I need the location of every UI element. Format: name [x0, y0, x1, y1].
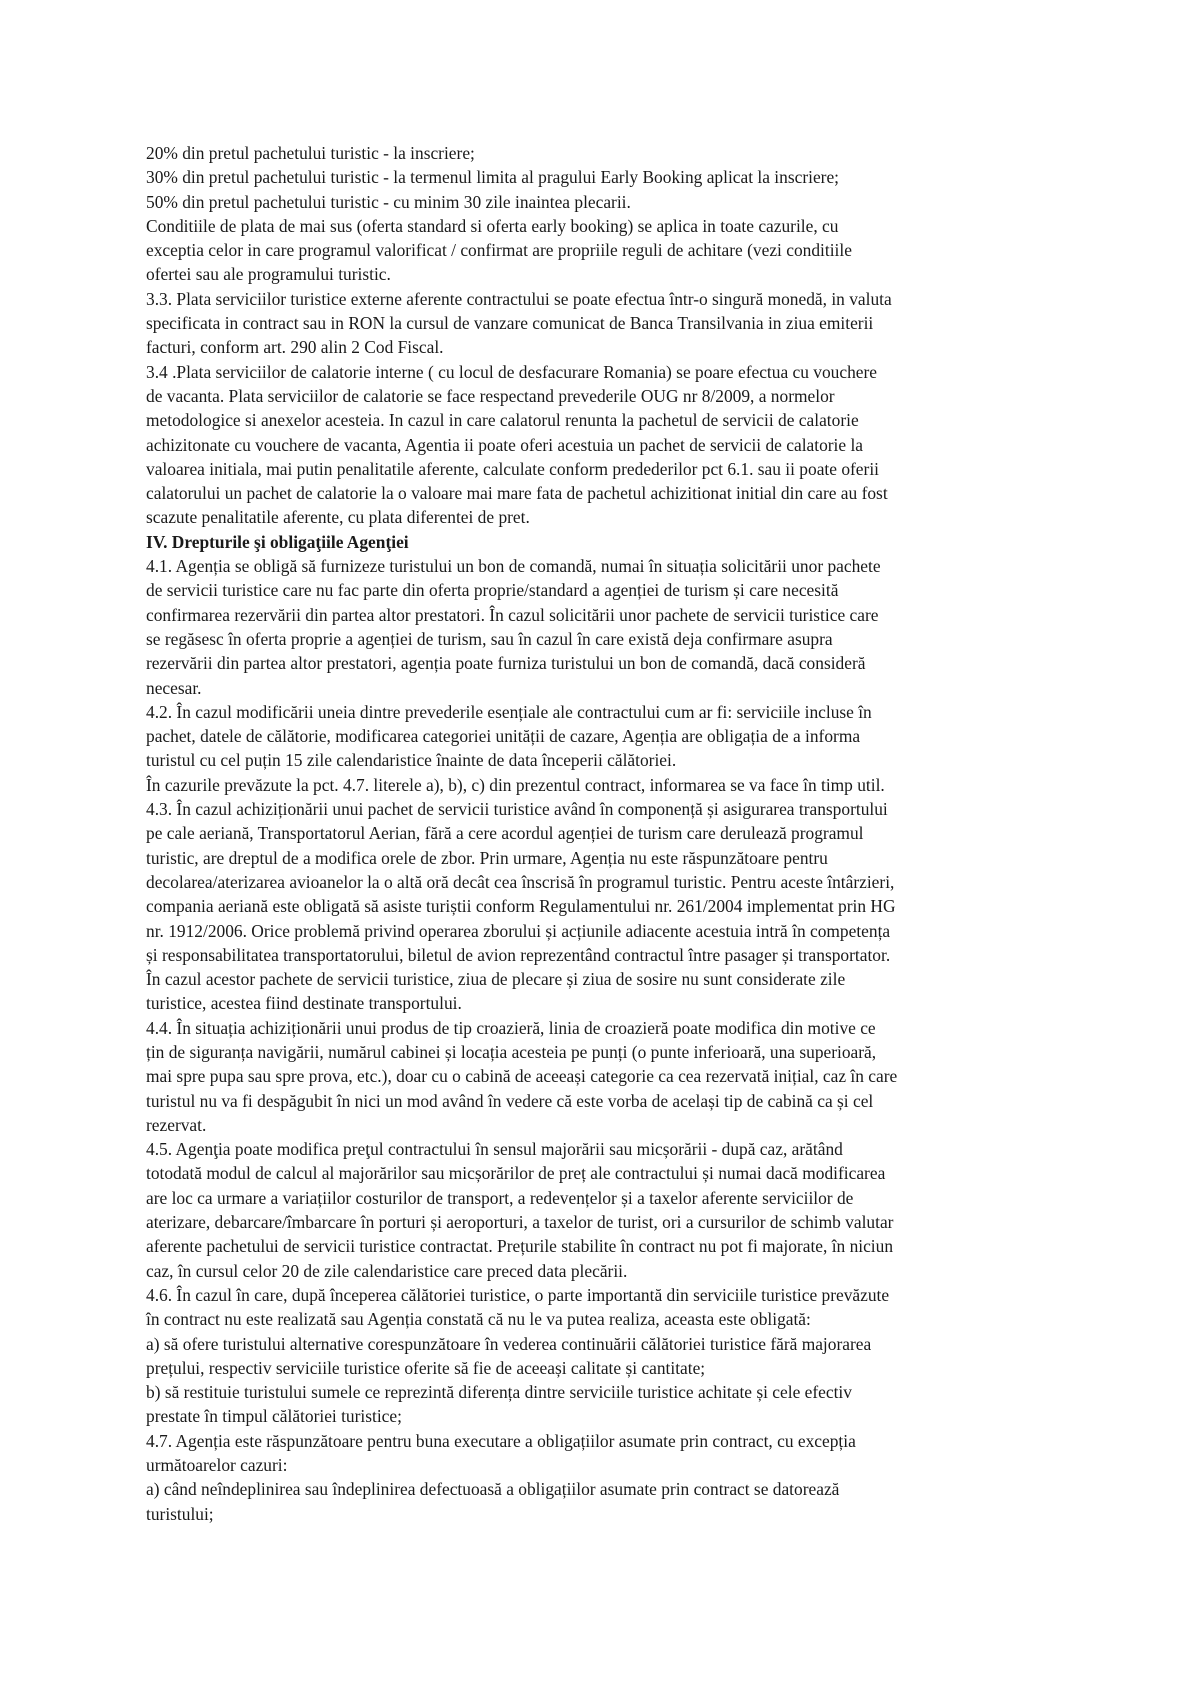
text-line: scazute penalitatile aferente, cu plata diferentei de pret. [146, 507, 530, 528]
text-line: metodologice si anexelor acesteia. In cazul in care calatorul renunta la pachetul de servicii de calatorie [146, 410, 859, 431]
text-line: b) să restituie turistului sumele ce reprezintă diferența dintre serviciile turistice achitate și cele efectiv [146, 1382, 852, 1403]
text-line: rezervat. [146, 1114, 207, 1135]
text-line: are loc ca urmare a variațiilor costurilor de transport, a redevențelor și a taxelor aferente serviciilor de [146, 1187, 854, 1208]
text-line: turistice, acestea fiind destinate transportului. [146, 993, 462, 1014]
text-line: turistul nu va fi despăgubit în nici un mod având în vedere că este vorba de același tip de cabină ca și cel [146, 1090, 874, 1111]
text-line: exceptia celor in care programul valorificat / confirmat are propriile reguli de achitare (vezi conditiile [146, 240, 852, 261]
text-line: caz, în cursul celor 20 de zile calendaristice care preced data plecării. [146, 1260, 628, 1281]
text-line: aterizare, debarcare/îmbarcare în porturi și aeroporturi, a taxelor de turist, ori a cursurilor de schimb valutar [146, 1212, 894, 1233]
text-line: 4.5. Agenţia poate modifica preţul contractului în sensul majorării sau micșorării - după caz, arătând [146, 1139, 843, 1160]
text-line: se regăsesc în oferta proprie a agenției de turism, sau în cazul în care există deja confirmare asupra [146, 628, 833, 649]
text-line: turistului; [146, 1503, 214, 1524]
text-line: decolarea/aterizarea avioanelor la o altă oră decât cea înscrisă în programul turistic. Pentru aceste întârzieri, [146, 871, 895, 892]
text-line: prestate în timpul călătoriei turistice; [146, 1406, 402, 1427]
text-line: În cazul acestor pachete de servicii turistice, ziua de plecare și ziua de sosire nu sunt considerate zile [146, 969, 846, 990]
text-line: a) să ofere turistului alternative corespunzătoare în vederea continuării călătoriei turistice fără majorarea [146, 1333, 872, 1354]
text-line: facturi, conform art. 290 alin 2 Cod Fiscal. [146, 337, 444, 358]
text-line: a) când neîndeplinirea sau îndeplinirea defectuoasă a obligațiilor asumate prin contract se datorează [146, 1479, 840, 1500]
text-line: mai spre pupa sau spre prova, etc.), doar cu o cabină de aceeași categorie ca cea rezervată inițial, caz în care [146, 1066, 898, 1087]
text-line: în contract nu este realizată sau Agenția constată că nu le va putea realiza, aceasta este obligată: [146, 1309, 811, 1330]
text-line: 4.1. Agenția se obligă să furnizeze turistului un bon de comandă, numai în situația solicitării unor pachete [146, 556, 881, 577]
text-line: necesar. [146, 677, 202, 698]
text-line: aferente pachetului de servicii turistice contractat. Prețurile stabilite în contract nu pot fi majorate, în niciun [146, 1236, 894, 1257]
text-line: achizitonate cu vouchere de vacanta, Agentia ii poate oferi acestuia un pachet de servicii de calatorie la [146, 434, 864, 455]
text-line: turistul cu cel puțin 15 zile calendaristice înainte de data începerii călătoriei. [146, 750, 677, 771]
text-line: 4.3. În cazul achiziționării unui pachet de servicii turistice având în componență și asigurarea transportului [146, 799, 888, 820]
text-line: prețului, respectiv serviciile turistice oferite să fie de aceeași calitate și cantitate; [146, 1357, 706, 1378]
document-page [146, 141, 1046, 1526]
text-line: compania aeriană este obligată să asiste turiștii conform Regulamentului nr. 261/2004 implementat prin HG [146, 896, 896, 917]
text-line: 30% din pretul pachetului turistic - la termenul limita al pragului Early Booking aplicat la inscriere; [146, 167, 840, 188]
text-line: 20% din pretul pachetului turistic - la inscriere; [146, 143, 475, 163]
text-line: pe cale aeriană, Transportatorul Aerian, fără a cere acordul agenției de turism care derulează programul [146, 823, 864, 844]
text-line: 50% din pretul pachetului turistic - cu minim 30 zile inaintea plecarii. [146, 191, 631, 212]
text-line: confirmarea rezervării din partea altor prestatori. În cazul solicitării unor pachete de servicii turistice care [146, 604, 879, 625]
text-line: specificata in contract sau in RON la cursul de vanzare comunicat de Banca Transilvania in ziua emiterii [146, 313, 874, 334]
text-line: nr. 1912/2006. Orice problemă privind operarea zborului și acțiunile adiacente acestuia intră în competența [146, 920, 891, 941]
text-line: de vacanta. Plata serviciilor de calatorie se face respectand prevederile OUG nr 8/2009, a normelor [146, 385, 835, 406]
text-line: valoarea initiala, mai putin penalitatile aferente, calculate conform predederilor pct 6.1. sau ii poate oferii [146, 458, 879, 479]
text-line: calatorului un pachet de calatorie la o valoare mai mare fata de pachetul achizitionat initial din care au fost [146, 483, 888, 504]
text-line: și responsabilitatea transportatorului, biletul de avion reprezentând contractul între pasager și transportator. [146, 944, 891, 965]
text-line: 3.4 .Plata serviciilor de calatorie interne ( cu locul de desfacurare Romania) se poare efectua cu vouchere [146, 361, 878, 382]
text-line: turistic, are dreptul de a modifica orele de zbor. Prin urmare, Agenția nu este răspunzătoare pentru [146, 847, 828, 868]
text-line: rezervării din partea altor prestatori, agenția poate furniza turistului un bon de comandă, dacă consideră [146, 653, 866, 674]
section-heading: IV. Drepturile şi obligaţiile Agenţiei [146, 531, 409, 552]
text-line: 4.7. Agenția este răspunzătoare pentru buna executare a obligațiilor asumate prin contract, cu excepția [146, 1430, 856, 1451]
text-line: ofertei sau ale programului turistic. [146, 264, 391, 285]
text-line: 4.6. În cazul în care, după începerea călătoriei turistice, o parte importantă din serviciile turistice prevăzute [146, 1284, 890, 1305]
text-line: totodată modul de calcul al majorărilor sau micșorărilor de preț ale contractului și numai dacă modificarea [146, 1163, 886, 1184]
text-line: Conditiile de plata de mai sus (oferta standard si oferta early booking) se aplica in toate cazurile, cu [146, 215, 839, 236]
text-line: pachet, datele de călătorie, modificarea categoriei unității de cazare, Agenția are obligația de a informa [146, 726, 861, 747]
text-line: țin de siguranța navigării, numărul cabinei și locația acesteia pe punți (o punte inferioară, una superioară, [146, 1041, 877, 1062]
text-line: de servicii turistice care nu fac parte din oferta proprie/standard a agenției de turism și care necesită [146, 580, 839, 601]
text-line: 4.4. În situația achiziționării unui produs de tip croazieră, linia de croazieră poate modifica din motive ce [146, 1017, 876, 1038]
text-line: 4.2. În cazul modificării uneia dintre prevederile esențiale ale contractului cum ar fi: serviciile incluse în [146, 701, 872, 722]
text-line: următoarelor cazuri: [146, 1455, 288, 1476]
text-line: În cazurile prevăzute la pct. 4.7. literele a), b), c) din prezentul contract, informarea se va face în timp util. [146, 774, 885, 795]
text-line: 3.3. Plata serviciilor turistice externe aferente contractului se poate efectua într-o singură monedă, in valuta [146, 288, 892, 309]
